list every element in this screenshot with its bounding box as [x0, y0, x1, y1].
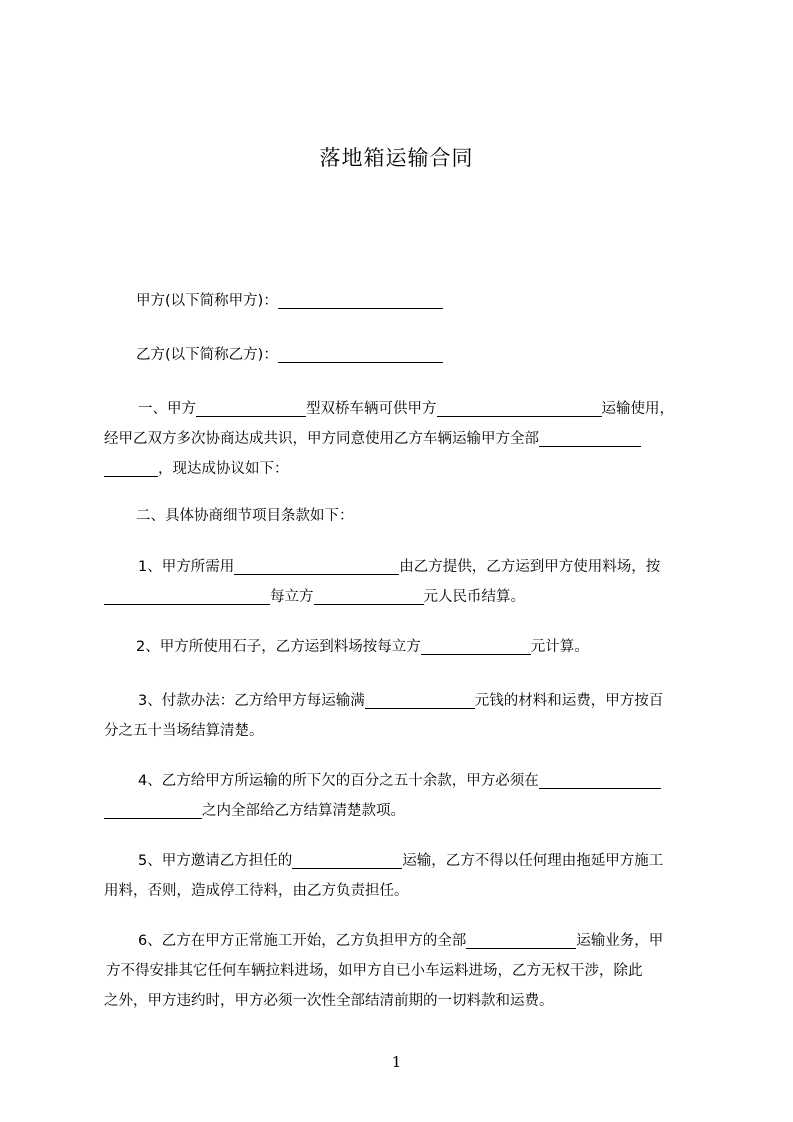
item-1-blank-item [104, 586, 270, 605]
item-3 [104, 686, 704, 746]
clause-1-text-1: 一、甲方 [138, 401, 196, 417]
item-5-text-3: 用料，否则，造成停工待料，由乙方负责担任。 [104, 883, 409, 899]
item-2-text-2: 元计算。 [530, 639, 589, 655]
page-number: 1 [391, 1053, 402, 1071]
party-a-line [104, 286, 736, 316]
item-4-text-2: 之内全部给乙方结算清楚款项。 [202, 803, 405, 819]
item-2-blank-price [421, 636, 531, 655]
item-2-text-1: 2、甲方所使用石子，乙方运到料场按每立方 [136, 639, 421, 655]
item-3-text-2: 元钱的材料和运费，甲方按百 [474, 693, 664, 709]
clause-1-text-5: ，现达成协议如下： [158, 461, 289, 477]
party-b-line [104, 340, 736, 370]
item-1-text-4: 元人民币结算。 [423, 589, 525, 605]
clause-1-blank-goods-a [539, 428, 641, 447]
item-1-blank-material [234, 556, 399, 575]
item-6-text-4: 之外，甲方违约时，甲方必须一次性全部结清前期的一切料款和运费。 [104, 993, 554, 1009]
clause-1-blank-goods-b [104, 458, 158, 477]
item-5-text-1: 5、甲方邀请乙方担任的 [138, 853, 293, 869]
item-3-blank-amount [365, 690, 475, 709]
clause-1-text-3: 运输使用， [601, 401, 674, 417]
party-a-blank [278, 290, 443, 309]
clause-1 [104, 394, 704, 484]
item-4-blank-deadline-b [104, 800, 202, 819]
item-5 [104, 846, 704, 906]
party-b-label: 乙方(以下简称乙方)： [136, 347, 278, 363]
item-6-text-1: 6、乙方在甲方正常施工开始，乙方负担甲方的全部 [138, 933, 467, 949]
document-title: 落地箱运输合同 [319, 146, 474, 170]
item-1-blank-price [314, 586, 424, 605]
item-3-text-1: 3、付款办法：乙方给甲方每运输满 [138, 693, 365, 709]
clause-1-blank-usage [437, 398, 602, 417]
item-3-text-3: 分之五十当场结算清楚。 [104, 723, 264, 739]
item-1-text-2: 由乙方提供，乙方运到甲方使用料场，按 [399, 559, 661, 575]
item-1-text-1: 1、甲方所需用 [138, 559, 235, 575]
item-4-blank-deadline-a [539, 770, 661, 789]
clause-1-blank-vehicle-type [196, 398, 306, 417]
item-1-text-3: 每立方 [270, 589, 314, 605]
item-5-blank-transport [292, 850, 402, 869]
party-a-label: 甲方(以下简称甲方)： [136, 293, 278, 309]
item-6 [104, 926, 704, 1016]
item-4 [104, 766, 704, 826]
item-1 [104, 552, 704, 612]
item-6-blank-business [466, 930, 576, 949]
clause-1-text-2: 型双桥车辆可供甲方 [306, 401, 437, 417]
item-4-text-1: 4、乙方给甲方所运输的所下欠的百分之五十余款，甲方必须在 [138, 773, 539, 789]
clause-2: 二、具体协商细节项目条款如下： [136, 508, 354, 524]
party-b-blank [278, 344, 443, 363]
item-6-text-2: 运输业务，甲 [576, 933, 664, 949]
item-6-text-3: 方不得安排其它任何车辆拉料进场，如甲方自已小车运料进场，乙方无权干涉，除此 [106, 963, 643, 979]
item-5-text-2: 运输，乙方不得以任何理由拖延甲方施工 [402, 853, 664, 869]
item-2 [104, 632, 704, 662]
clause-1-text-4: 经甲乙双方多次协商达成共识，甲方同意使用乙方车辆运输甲方全部 [104, 431, 539, 447]
